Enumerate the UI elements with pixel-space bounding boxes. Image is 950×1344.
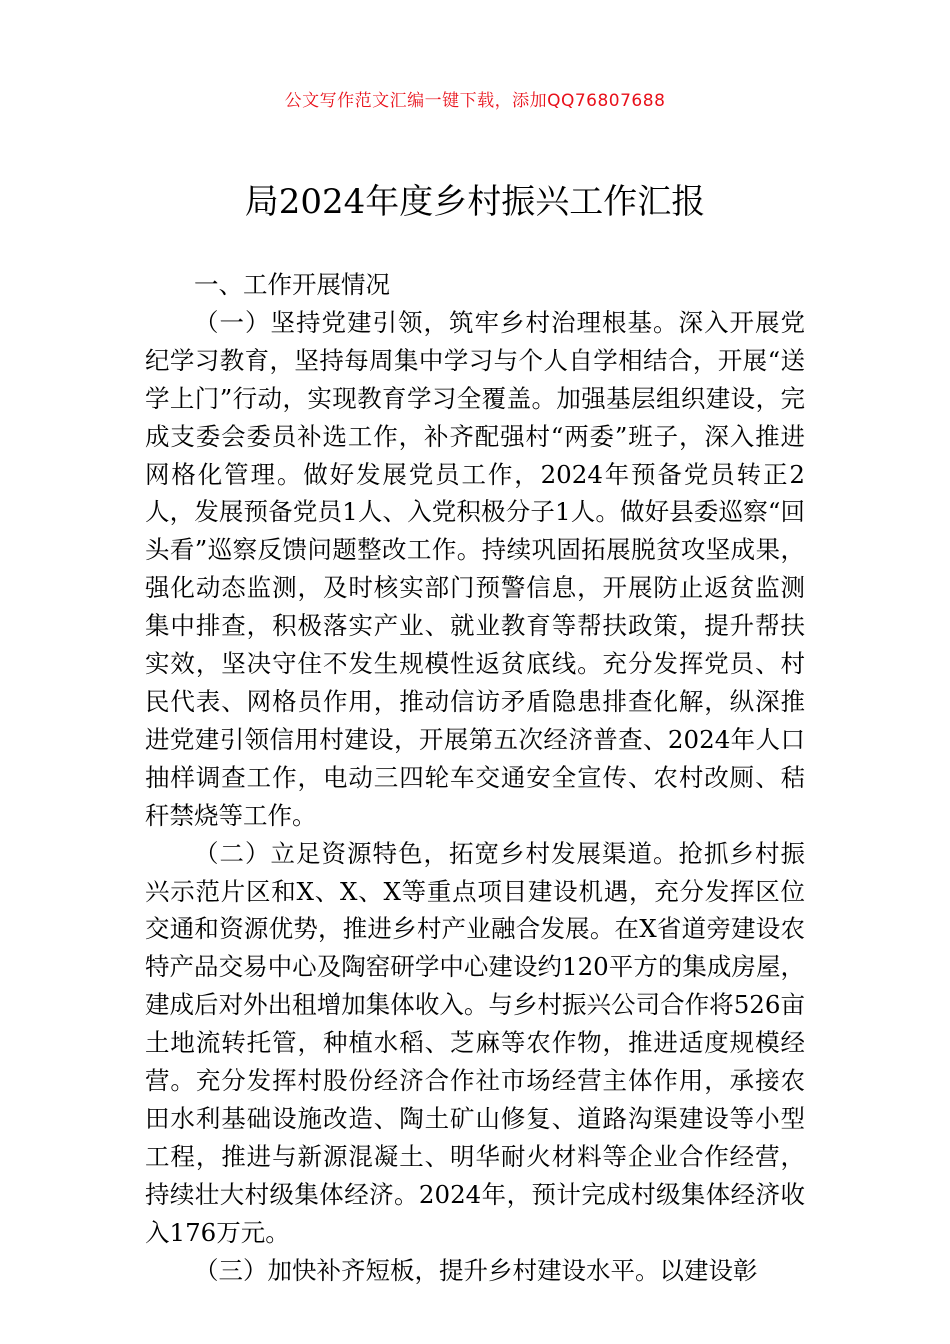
- paragraph-resource-features: （二）立足资源特色，拓宽乡村发展渠道。抢抓乡村振兴示范片区和X、X、X等重点项目建设机遇，充分发挥区位交通和资源优势，推进乡村产业融合发展。在X省道旁建设农特产品交易中心及陶窑研学中心建设约120平方的集成房屋，建成后对外出租增加集体收入。与乡村振兴公司合作将526亩土地流转托管，种植水稻、芝麻等农作物，推进适度规模经营。充分发挥村股份经济合作社市场经营主体作用，承接农田水利基础设施改造、陶土矿山修复、道路沟渠建设等小型工程，推进与新源混凝土、明华耐火材料等企业合作经营，持续壮大村级集体经济。2024年，预计完成村级集体经济收入176万元。: [145, 838, 805, 1247]
- document-title: 局2024年度乡村振兴工作汇报: [244, 182, 706, 222]
- document-body: [145, 266, 805, 1289]
- paragraph-party-building: （一）坚持党建引领，筑牢乡村治理根基。深入开展党纪学习教育，坚持每周集中学习与个人自学相结合，开展“送学上门”行动，实现教育学习全覆盖。加强基层组织建设，完成支委会委员补选工作，补齐配强村“两委”班子，深入推进网格化管理。做好发展党员工作，2024年预备党员转正2人，发展预备党员1人、入党积极分子1人。做好县委巡察“回头看”巡察反馈问题整改工作。持续巩固拓展脱贫攻坚成果，强化动态监测，及时核实部门预警信息，开展防止返贫监测集中排查，积极落实产业、就业教育等帮扶政策，提升帮扶实效，坚决守住不发生规模性返贫底线。充分发挥党员、村民代表、网格员作用，推动信访矛盾隐患排查化解，纵深推进党建引领信用村建设，开展第五次经济普查、2024年人口抽样调查工作，电动三四轮车交通安全宣传、农村改厕、秸秆禁烧等工作。: [145, 307, 805, 830]
- paragraph-rural-construction: （三）加快补齐短板，提升乡村建设水平。以建设彰: [194, 1255, 758, 1285]
- section-heading: 一、工作开展情况: [194, 270, 390, 299]
- header-note[interactable]: 公文写作范文汇编一键下载，添加QQ76807688: [284, 91, 666, 111]
